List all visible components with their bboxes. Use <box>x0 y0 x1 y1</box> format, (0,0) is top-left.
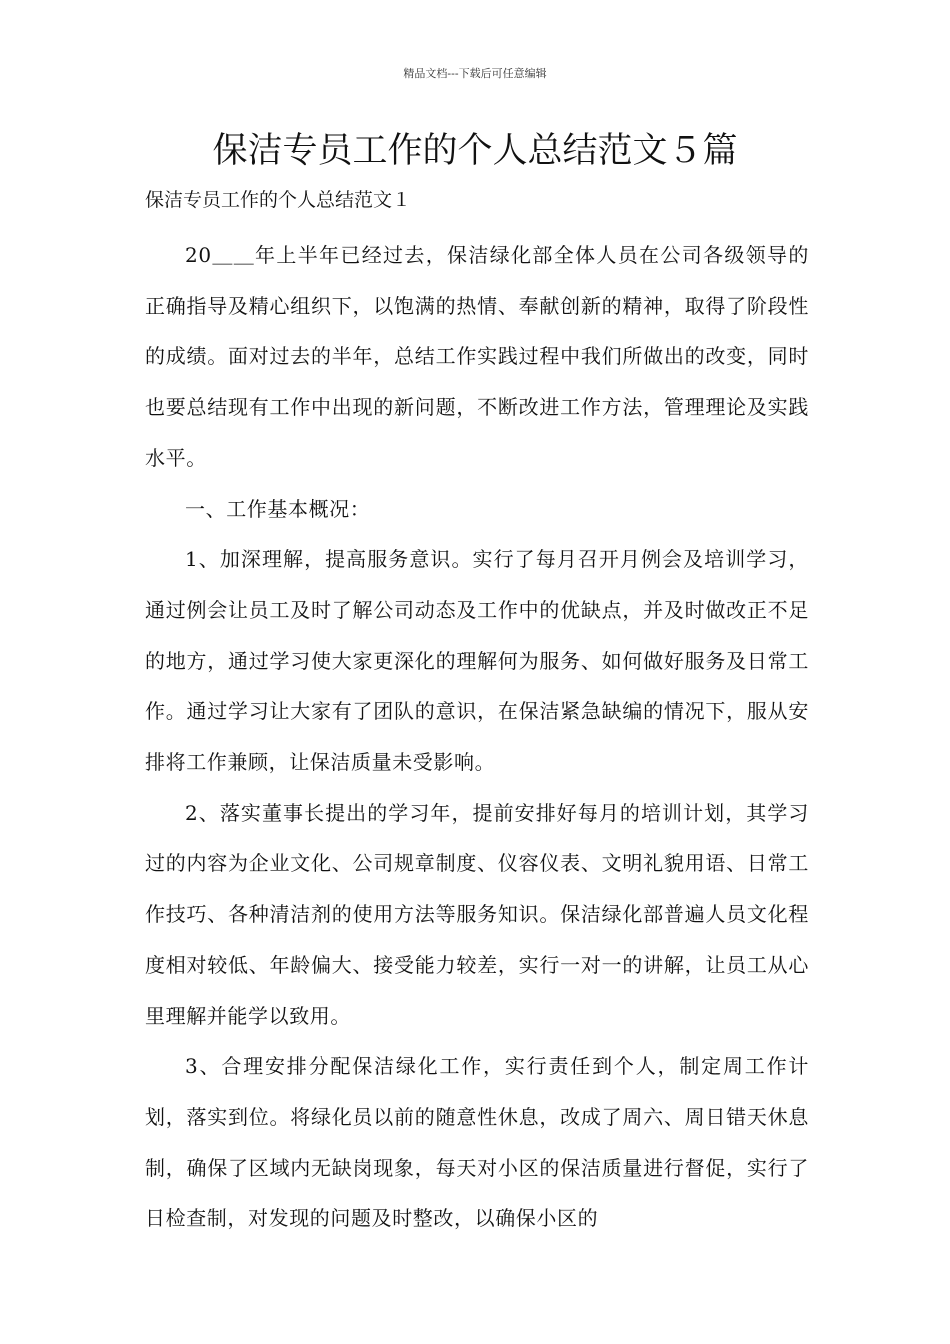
paragraph-item-2: 2、落实董事长提出的学习年，提前安排好每月的培训计划，其学习过的内容为企业文化、公司规章制度、仪容仪表、文明礼貌用语、日常工作技巧、各种清洁剂的使用方法等服务知识。保洁绿化部普遍人员文化程度相对较低、年龄偏大、接受能力较差，实行一对一的讲解，让员工从心里理解并能学以致用。 <box>145 800 809 1028</box>
header-note: 精品文档---下载后可任意编辑 <box>403 67 547 80</box>
body-text <box>145 230 809 1244</box>
document-title: 保洁专员工作的个人总结范文５篇 <box>212 131 738 171</box>
section-subtitle: 保洁专员工作的个人总结范文１ <box>145 189 412 211</box>
paragraph-section-heading: 一、工作基本概况： <box>185 496 371 521</box>
paragraph-intro: 20＿＿年上半年已经过去，保洁绿化部全体人员在公司各级领导的正确指导及精心组织下，以饱满的热情、奉献创新的精神，取得了阶段性的成绩。面对过去的半年，总结工作实践过程中我们所做出的改变，同时也要总结现有工作中出现的新问题，不断改进工作方法，管理理论及实践水平。 <box>145 243 809 470</box>
paragraph-item-3: 3、合理安排分配保洁绿化工作，实行责任到个人，制定周工作计划，落实到位。将绿化员以前的随意性休息，改成了周六、周日错天休息制，确保了区域内无缺岗现象，每天对小区的保洁质量进行督促，实行了日检查制，对发现的问题及时整改，以确保小区的 <box>145 1054 809 1231</box>
paragraph-item-1: 1、加深理解，提高服务意识。实行了每月召开月例会及培训学习，通过例会让员工及时了解公司动态及工作中的优缺点，并及时做改正不足的地方，通过学习使大家更深化的理解何为服务、如何做好服务及日常工作。通过学习让大家有了团队的意识，在保洁紧急缺编的情况下，服从安排将工作兼顾，让保洁质量未受影响。 <box>145 547 809 775</box>
